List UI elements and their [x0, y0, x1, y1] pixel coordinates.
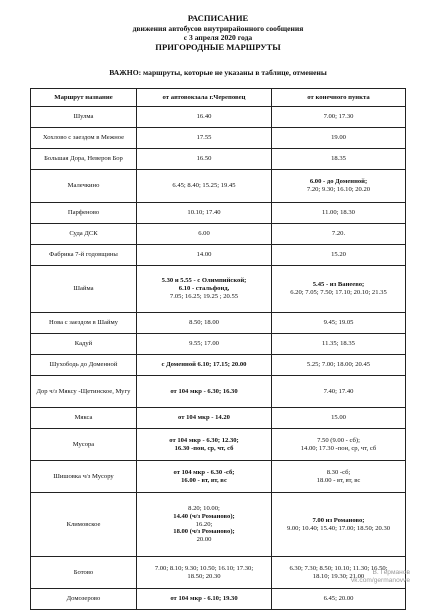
- schedule-rows: [31, 107, 406, 610]
- schedule-table: [30, 88, 406, 610]
- route-name-cell: Шухободь до Доменной: [31, 355, 137, 376]
- time-line: 7.00 из Романово;: [312, 516, 365, 524]
- departures-from-end-cell: [272, 107, 406, 128]
- departures-from-station-cell: [137, 557, 272, 589]
- route-name-cell: Шишовка ч/з Мусору: [31, 461, 137, 493]
- departures-from-station-cell: [137, 334, 272, 355]
- doc-date: с 3 апреля 2020 года: [183, 33, 253, 43]
- table-row: [31, 266, 406, 313]
- time-line: 18.10; 19.30; 21.00: [312, 572, 365, 580]
- departures-from-station-cell: [137, 224, 272, 245]
- departures-from-end-cell: [272, 149, 406, 170]
- time-line: 14.00; 17.30 -пон, ср, чт, сб: [300, 444, 377, 452]
- route-name-cell: Шайма: [31, 266, 137, 313]
- time-line: от 104 мкр - 14.20: [178, 414, 230, 422]
- watermark: [351, 569, 410, 585]
- departures-from-station-cell: [137, 376, 272, 408]
- time-line: 8.30 -сб;: [326, 468, 351, 476]
- route-name-cell: Суда ДСК: [31, 224, 137, 245]
- time-line: 7.40; 17.40: [323, 387, 354, 395]
- departures-from-station-cell: [137, 266, 272, 313]
- route-name-cell: Дор ч/з Мяксу -Щетинское, Мугу: [31, 376, 137, 408]
- table-row: [31, 203, 406, 224]
- table-row: [31, 355, 406, 376]
- route-name-cell: Нова с заездом в Шайму: [31, 313, 137, 334]
- time-line: 6.45; 20.00: [323, 595, 354, 603]
- departures-from-station-cell: [137, 107, 272, 128]
- time-line: 16.20;: [195, 520, 213, 528]
- table-row: [31, 557, 406, 589]
- table-row: [31, 334, 406, 355]
- time-line: 18.50; 20.30: [187, 572, 221, 580]
- time-line: 6.00 - до Доменной;: [309, 178, 368, 186]
- route-name-cell: Мякса: [31, 408, 137, 429]
- route-name-cell: Домозерово: [31, 589, 137, 610]
- time-line: 18.00 (ч/з Романово);: [173, 528, 235, 536]
- departures-from-end-cell: [272, 429, 406, 461]
- time-line: 7.00; 17.30: [323, 113, 354, 121]
- time-line: 5.45 - из Ванеево;: [312, 281, 365, 289]
- table-header-row: [31, 89, 406, 107]
- time-line: 7.00; 8.10; 9.30; 10.50; 16.10; 17.30;: [154, 564, 254, 572]
- watermark-link: vk.com/germanovve: [351, 577, 410, 585]
- doc-title: РАСПИСАНИЕ: [187, 13, 249, 23]
- table-row: [31, 408, 406, 429]
- departures-from-station-cell: [137, 461, 272, 493]
- time-line: 9.55; 17.00: [189, 340, 219, 348]
- time-line: от 104 мкр - 6.30; 16.30: [170, 387, 238, 395]
- doc-section-title: ПРИГОРОДНЫЕ МАРШРУТЫ: [155, 41, 281, 52]
- table-row: [31, 376, 406, 408]
- departures-from-station-cell: [137, 408, 272, 429]
- departures-from-station-cell: [137, 313, 272, 334]
- route-name-cell: Климовское: [31, 493, 137, 557]
- time-line: 11.00; 18.30: [322, 209, 355, 217]
- departures-from-end-cell: [272, 128, 406, 149]
- departures-from-station-cell: [137, 149, 272, 170]
- time-line: 8.50; 18.00: [189, 319, 219, 327]
- route-name-cell: Малечкино: [31, 170, 137, 203]
- departures-from-station-cell: [137, 589, 272, 610]
- time-line: 11.35; 18.35: [322, 340, 355, 348]
- departures-from-station-cell: [137, 245, 272, 266]
- time-line: 6.00: [198, 230, 210, 238]
- departures-from-end-cell: [272, 313, 406, 334]
- table-row: [31, 245, 406, 266]
- time-line: 7.05; 16.25; 19.25 ; 20.55: [169, 292, 239, 300]
- time-line: 8.20; 10.00;: [188, 504, 220, 512]
- time-line: 7.20.: [331, 230, 346, 238]
- departures-from-station-cell: [137, 128, 272, 149]
- column-header-from-end: от конечного пункта: [272, 89, 406, 107]
- time-line: 9.00; 10.40; 15.40; 17.00; 18.50; 20.30: [286, 524, 391, 532]
- time-line: 14.00: [196, 251, 212, 259]
- route-name-cell: Фабрика 7-й годовщины: [31, 245, 137, 266]
- table-row: [31, 224, 406, 245]
- time-line: 6.45; 8.40; 15.25; 19.45: [172, 182, 236, 190]
- table-row: [31, 461, 406, 493]
- time-line: с Доменной 6.10; 17.15; 20.00: [161, 361, 247, 369]
- departures-from-end-cell: [272, 493, 406, 557]
- departures-from-station-cell: [137, 203, 272, 224]
- time-line: 15.00: [331, 414, 346, 422]
- time-line: 6.30; 7.30; 8.50; 10.10; 11.30; 16.50;: [289, 564, 388, 572]
- route-name-cell: Шулма: [31, 107, 137, 128]
- departures-from-end-cell: [272, 266, 406, 313]
- important-notice: ВАЖНО: маршруты, которые не указаны в таблице, отменены: [109, 68, 327, 77]
- departures-from-end-cell: [272, 170, 406, 203]
- table-row: [31, 589, 406, 610]
- route-name-cell: Кадуй: [31, 334, 137, 355]
- time-line: 6.10 - стальфонд,: [178, 285, 230, 293]
- departures-from-end-cell: [272, 224, 406, 245]
- departures-from-end-cell: [272, 203, 406, 224]
- time-line: 15.20: [331, 251, 346, 259]
- departures-from-station-cell: [137, 493, 272, 557]
- departures-from-end-cell: [272, 245, 406, 266]
- departures-from-station-cell: [137, 170, 272, 203]
- document-header: [0, 14, 436, 52]
- departures-from-end-cell: [272, 376, 406, 408]
- column-header-route: Маршрут название: [31, 89, 137, 107]
- time-line: 20.00: [196, 536, 212, 544]
- route-name-cell: Хохлово с заездом в Межное: [31, 128, 137, 149]
- departures-from-station-cell: [137, 429, 272, 461]
- route-name-cell: Парфеново: [31, 203, 137, 224]
- doc-subtitle: движения автобусов внутрирайонного сообщения: [132, 23, 304, 33]
- route-name-cell: Мусора: [31, 429, 137, 461]
- column-header-from-station: от автовокзала г.Череповец: [137, 89, 272, 107]
- time-line: 19.00: [331, 134, 346, 142]
- time-line: 18.00 - вт, вт, вс: [316, 476, 361, 484]
- table-row: [31, 128, 406, 149]
- table-row: [31, 149, 406, 170]
- departures-from-end-cell: [272, 334, 406, 355]
- time-line: 9.45; 19.05: [323, 319, 354, 327]
- time-line: 16.00 - вт, вт, вс: [181, 476, 227, 484]
- table-row: [31, 170, 406, 203]
- route-name-cell: Ботово: [31, 557, 137, 589]
- route-name-cell: Большая Дора, Неверов Бор: [31, 149, 137, 170]
- time-line: 5.30 и 5.55 - с Олимпийской;: [161, 277, 247, 285]
- departures-from-end-cell: [272, 355, 406, 376]
- table-row: [31, 107, 406, 128]
- time-line: 10.10; 17.40: [187, 209, 221, 217]
- time-line: 18.35: [331, 155, 346, 163]
- departures-from-station-cell: [137, 355, 272, 376]
- time-line: 16.40: [196, 113, 212, 121]
- time-line: 16.30 -пон, ср, чт, сб: [174, 444, 234, 452]
- watermark-author: В. Германов: [372, 569, 410, 576]
- departures-from-end-cell: [272, 589, 406, 610]
- table-row: [31, 429, 406, 461]
- time-line: от 104 мкр - 6.30; 12.30;: [169, 436, 239, 444]
- time-line: от 104 мкр - 6.10; 19.30: [170, 595, 238, 603]
- time-line: 6.20; 7.05; 7.50; 17.10; 20.10; 21.35: [290, 289, 387, 296]
- departures-from-end-cell: [272, 461, 406, 493]
- time-line: 14.40 (ч/з Романово);: [173, 512, 235, 520]
- table-row: [31, 493, 406, 557]
- time-line: 16.50: [196, 155, 212, 163]
- table-row: [31, 313, 406, 334]
- time-line: 7.50 (9.00 - сб);: [317, 436, 360, 444]
- departures-from-end-cell: [272, 408, 406, 429]
- time-line: 5.25; 7.00; 18.00; 20.45: [306, 361, 371, 369]
- time-line: от 104 мкр - 6.30 -сб;: [173, 468, 235, 476]
- time-line: 7.20; 9.30; 16.10; 20.20: [306, 186, 371, 193]
- time-line: 17.55: [196, 134, 212, 142]
